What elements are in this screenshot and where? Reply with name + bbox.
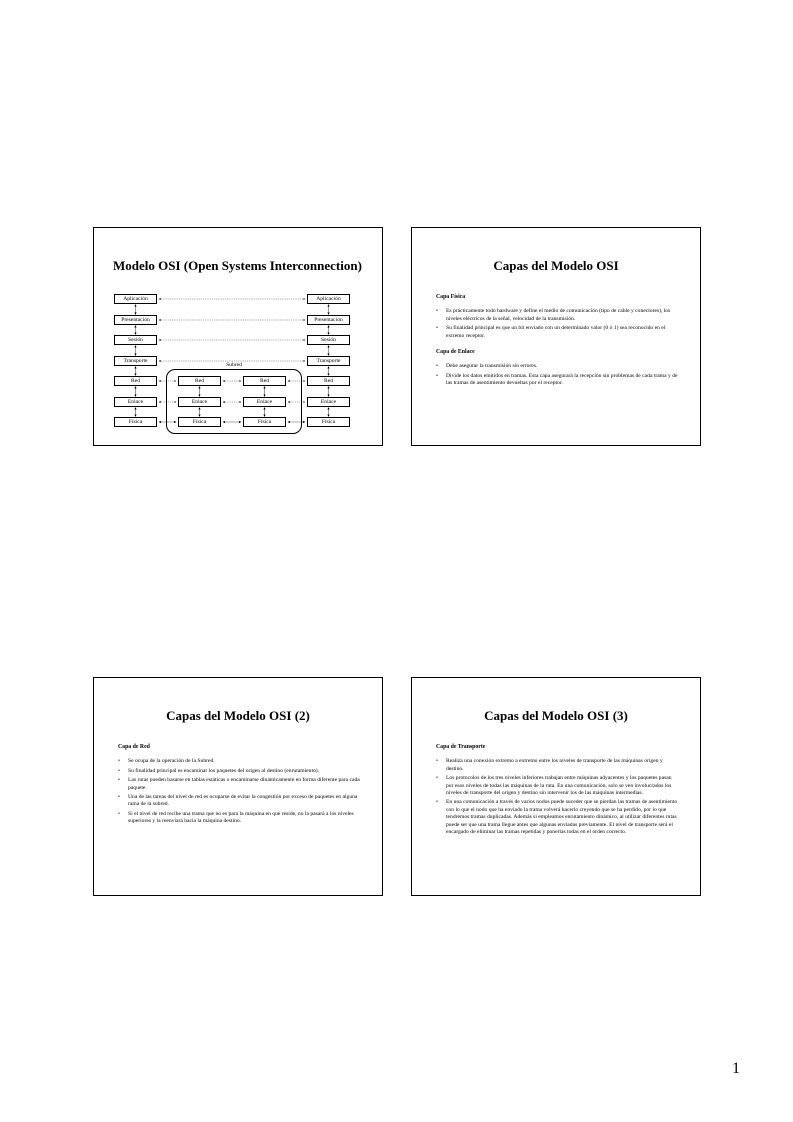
section-heading-network: Capa de Red	[118, 744, 150, 750]
slide-title: Capas del Modelo OSI (3)	[484, 708, 628, 723]
slide-content	[436, 294, 680, 397]
list-item: • En una comunicación a través de varios nodos puede suceder que se pierdan las tramas de asentimiento con lo que el nodo que ha enviado la trama volverá hacerlo creyendo que se ha perdido, por lo que tendremos tramas duplicadas. Además si empleamos enrutamiento dinámico, al utilizar diferentes rutas puede ser que una trama llegue antes que algunas enviadas previamente. El nivel de transporte será el encargado de eliminar las tramas repetidas y ponerlas todas en el orden correcto.	[436, 799, 680, 836]
left-layer-network: Red	[114, 376, 157, 386]
left-layer-transport: Transporte	[114, 356, 157, 366]
section-heading-datalink: Capa de Enlace	[436, 349, 475, 356]
subnet-a-network: Red	[178, 376, 221, 386]
left-layer-application: Aplicación	[114, 294, 157, 304]
list-item: • Su finalidad principal es encaminar los paquetes del origen al destino (enrutamiento).	[118, 768, 362, 775]
left-layer-session: Sesión	[114, 335, 157, 345]
left-layer-physical: Física	[114, 417, 157, 427]
subnet-a-datalink: Enlace	[178, 397, 221, 407]
slide-osi-layers-2	[93, 677, 383, 896]
subnet-b-network: Red	[243, 376, 286, 386]
slide-content	[118, 744, 362, 835]
right-layer-presentation: Presentación	[307, 315, 350, 325]
bullet-list	[436, 758, 680, 836]
left-layer-datalink: Enlace	[114, 397, 157, 407]
osi-diagram	[94, 228, 384, 447]
list-item: • Divide los datos emitidos en tramas. Esta capa asegurará la recepción sin problemas de cada trama y de las tramas de asentimiento devueltas por el receptor.	[436, 373, 680, 388]
bullet-list	[436, 308, 680, 340]
page-number: 1	[732, 1060, 740, 1077]
bullet-list	[118, 758, 362, 825]
right-layer-session: Sesión	[307, 335, 350, 345]
list-item: • Es prácticamente todo hardware y define el medio de comunicación (tipo de cable y conectores), los niveles eléctricos de la señal, velocidad de la transmisión.	[436, 308, 680, 323]
list-item: • Si el nivel de red recibe una trama que no es para la máquina en que reside, no la pasará a los niveles superiores y la reenviará hacia la máquina destino.	[118, 811, 362, 826]
slide-osi-layers	[411, 227, 701, 446]
subnet-label: Subred	[226, 362, 242, 368]
right-layer-datalink: Enlace	[307, 397, 350, 407]
slide-content	[436, 744, 680, 845]
slide-osi-model	[93, 227, 383, 446]
right-layer-transport: Transporte	[307, 356, 350, 366]
list-item: • Las rutas pueden basarse en tablas estáticas o encaminarse dinámicamente en forma diferente para cada paquete.	[118, 777, 362, 792]
right-layer-physical: Física	[307, 417, 350, 427]
slide-title: Capas del Modelo OSI	[493, 258, 619, 273]
subnet-b-datalink: Enlace	[243, 397, 286, 407]
list-item: • Su finalidad principal es que un bit enviado con un determinado valor (0 ó 1) sea reconocido en el extremo receptor.	[436, 325, 680, 340]
list-item: • Realiza una conexión extremo a extremo entre los niveles de transporte de las máquinas origen y destino.	[436, 758, 680, 773]
subnet-a-physical: Física	[178, 417, 221, 427]
left-layer-presentation: Presentación	[114, 315, 157, 325]
section-heading-transport: Capa de Transporte	[436, 744, 486, 750]
list-item: • Los protocolos de los tres niveles inferiores trabajan entre máquinas adyacentes y los paquetes pasan por esos niveles de todas las máquinas de la ruta. En una comunicación, solo se ven involucrados los niveles de transporte del origen y destino sin intervenir los de las máquinas intermedias.	[436, 775, 680, 797]
list-item: • Se ocupa de la operación de la Subred.	[118, 758, 362, 765]
bullet-list	[436, 363, 680, 387]
right-layer-network: Red	[307, 376, 350, 386]
slide-osi-layers-3	[411, 677, 701, 896]
list-item: • Una de las tareas del nivel de red es ocuparse de evitar la congestión por exceso de paquetes en alguna rama de la subred.	[118, 794, 362, 809]
slide-title: Capas del Modelo OSI (2)	[166, 708, 310, 723]
list-item: • Debe asegurar la transmisión sin errores.	[436, 363, 680, 370]
right-layer-application: Aplicación	[307, 294, 350, 304]
subnet-b-physical: Física	[243, 417, 286, 427]
slide-title: Modelo OSI (Open Systems Interconnection)	[113, 258, 362, 273]
section-heading-physical: Capa Física	[436, 294, 466, 300]
